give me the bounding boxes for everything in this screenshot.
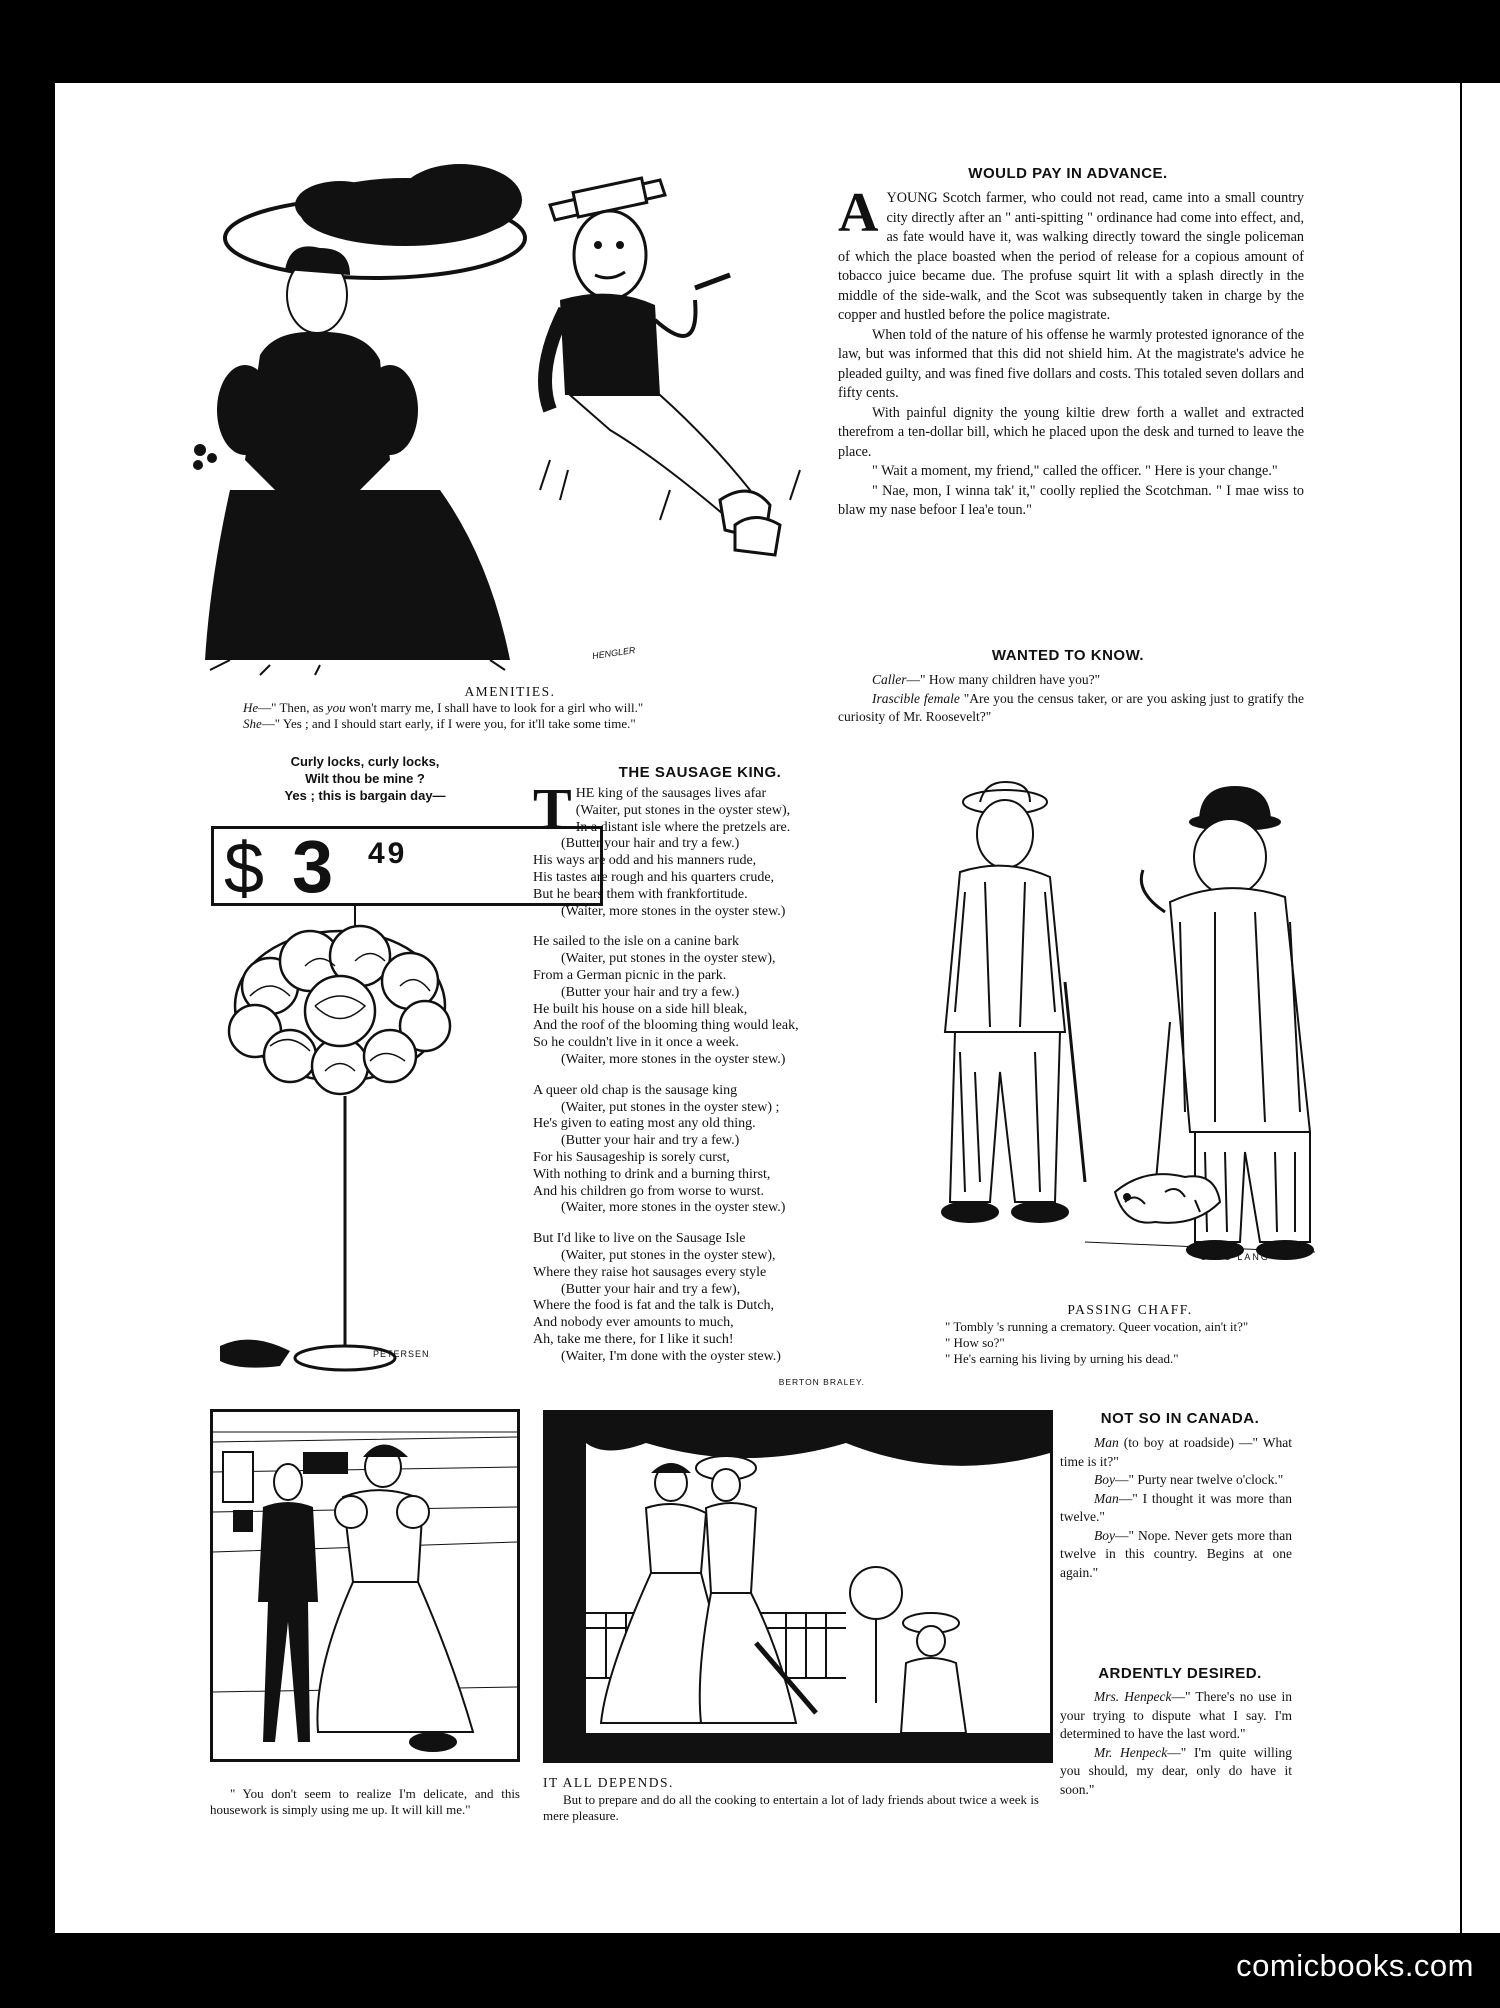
passing-line-1: " Tombly 's running a crematory. Queer vocation, ain't it?" bbox=[945, 1319, 1249, 1334]
canada-l4-text: —" Nope. Never gets more than twelve in this country. Begins at one again." bbox=[1060, 1527, 1292, 1580]
poem-line: (Waiter, put stones in the oyster stew), bbox=[575, 802, 791, 818]
canada-line-3 bbox=[1060, 1490, 1292, 1527]
poem-line: (Butter your hair and try a few.) bbox=[561, 984, 740, 1000]
site-watermark: comicbooks.com bbox=[1236, 1948, 1474, 1983]
wig-artist-signature: PETERSEN bbox=[373, 1349, 430, 1359]
wanted-female-text: "Are you the census taker, or are you asking just to gratify the curiosity of Mr. Roosevelt?" bbox=[838, 690, 1304, 724]
curly-locks-verse bbox=[240, 753, 490, 804]
price-dollar-sign: $ bbox=[224, 829, 265, 909]
poem-line: (Waiter, I'm done with the oyster stew.) bbox=[561, 1348, 781, 1364]
canada-line-1 bbox=[1060, 1434, 1292, 1471]
speaker-man: Man bbox=[1094, 1435, 1119, 1450]
poem-line: And nobody ever amounts to much, bbox=[533, 1315, 734, 1331]
ardently-line-2 bbox=[1060, 1744, 1292, 1800]
speaker-mr-henpeck: Mr. Henpeck bbox=[1094, 1744, 1168, 1760]
sausage-dropcap: T bbox=[533, 776, 572, 841]
poem-line: (Butter your hair and try a few.) bbox=[561, 1133, 740, 1149]
wig-on-stand-illustration bbox=[210, 906, 470, 1388]
ardently-headline: ARDENTLY DESIRED. bbox=[1098, 1665, 1262, 1682]
amenities-caption bbox=[243, 700, 803, 732]
amenities-he-text-b: won't marry me, I shall have to look for a girl who will." bbox=[345, 700, 644, 715]
would-pay-headline: WOULD PAY IN ADVANCE. bbox=[968, 165, 1168, 182]
adjacent-page-edge bbox=[1462, 83, 1500, 1933]
ardently-article bbox=[1060, 1688, 1292, 1799]
poem-line: A queer old chap is the sausage king bbox=[533, 1082, 738, 1098]
poem-line: With nothing to drink and a burning thirst, bbox=[533, 1166, 771, 1182]
poem-line: From a German picnic in the park. bbox=[533, 967, 727, 983]
poem-line: (Butter your hair and try a few), bbox=[561, 1281, 741, 1297]
sausage-king-poem bbox=[533, 776, 913, 1366]
curly-line-3: Yes ; this is bargain day— bbox=[284, 788, 446, 803]
poem-line: Ah, take me there, for I like it such! bbox=[533, 1331, 734, 1347]
speaker-she: She bbox=[243, 716, 262, 731]
poem-stanza-3 bbox=[533, 1083, 913, 1217]
canada-article bbox=[1060, 1434, 1292, 1582]
wanted-article bbox=[838, 671, 1304, 727]
amenities-he-text-a: —" Then, as bbox=[258, 700, 327, 715]
would-pay-paragraph-4: " Wait a moment, my friend," called the officer. " Here is your change." bbox=[872, 463, 1278, 479]
poem-line: He built his house on a side hill bleak, bbox=[533, 1001, 748, 1017]
poem-line: His tastes are rough and his quarters crude, bbox=[533, 869, 775, 885]
would-pay-paragraph-5: " Nae, mon, I winna tak' it," coolly replied the Scotchman. " I mae wiss to blaw my nase befoor I lea'e toun." bbox=[838, 482, 1304, 518]
poem-stanza-4 bbox=[533, 1231, 913, 1365]
wanted-line-1 bbox=[838, 671, 1304, 690]
poem-line: Where they raise hot sausages every style bbox=[533, 1264, 767, 1280]
poem-line: In a distant isle where the pretzels are. bbox=[575, 819, 791, 835]
amenities-illustration bbox=[190, 160, 830, 680]
passing-chaff-illustration bbox=[915, 772, 1395, 1272]
poem-line: (Waiter, more stones in the oyster stew.) bbox=[561, 903, 786, 919]
wanted-caller-text: —" How many children have you?" bbox=[906, 672, 1101, 687]
poem-line: And his children go from worse to wurst. bbox=[533, 1183, 764, 1199]
passing-chaff-title: PASSING CHAFF. bbox=[1067, 1302, 1193, 1317]
depends-caption-right: But to prepare and do all the cooking to entertain a lot of lady friends about twice a week is mere pleasure. bbox=[543, 1792, 1039, 1823]
poem-line: He sailed to the isle on a canine bark bbox=[533, 934, 740, 950]
poem-line: But I'd like to live on the Sausage Isle bbox=[533, 1231, 746, 1247]
speaker-caller: Caller bbox=[872, 672, 907, 687]
amenities-line-he bbox=[243, 700, 803, 716]
ardently-line-1 bbox=[1060, 1688, 1292, 1744]
would-pay-paragraph-1 bbox=[838, 182, 1304, 326]
poem-line: But he bears them with frankfortitude. bbox=[533, 886, 748, 902]
amenities-he-emphasis: you bbox=[326, 700, 346, 715]
curly-line-1: Curly locks, curly locks, bbox=[290, 754, 440, 769]
canada-line-4 bbox=[1060, 1527, 1292, 1583]
poem-line: Where the food is fat and the talk is Dutch, bbox=[533, 1298, 775, 1314]
ardently-l1-text: —" There's no use in your trying to dispute what I say. I'm determined to have the last word." bbox=[1060, 1689, 1292, 1741]
amenities-title: AMENITIES. bbox=[464, 684, 556, 699]
poem-line: (Waiter, put stones in the oyster stew) ; bbox=[561, 1099, 780, 1115]
amenities-she-text: —" Yes ; and I should start early, if I were you, for it'll take some time." bbox=[261, 716, 636, 731]
canada-headline: NOT SO IN CANADA. bbox=[1100, 1410, 1260, 1427]
poem-stanza-1 bbox=[533, 776, 913, 920]
would-pay-dropcap: A bbox=[838, 182, 879, 244]
price-cents: 49 bbox=[368, 837, 408, 870]
it-all-depends-panel-right bbox=[543, 1410, 1053, 1763]
passing-line-3: " He's earning his living by urning his dead." bbox=[945, 1351, 1179, 1366]
poem-line: HE king of the sausages lives afar bbox=[575, 786, 767, 801]
sausage-king-headline: THE SAUSAGE KING. bbox=[618, 764, 782, 781]
speaker-he: He bbox=[243, 700, 259, 715]
canada-l1-text: (to boy at roadside) —" What time is it?" bbox=[1060, 1435, 1292, 1469]
would-pay-p1-text: YOUNG Scotch farmer, who could not read, came into a small country city directly after an " anti-spitting " ordinance had come into effect, and, as fate would have it, was walking directly toward the single policeman of which the place boasted when the period of release for a copious amount of tobacco juice became due. The profuse squirt lit with a splash directly in the middle of the side-walk, and the Scot was subsequently taken in charge by the copper and hustled before the police magistrate. bbox=[838, 190, 1304, 323]
passing-chaff-caption bbox=[925, 1319, 1285, 1367]
passing-chaff-artist-signature: OTTO LANG bbox=[1200, 1252, 1270, 1262]
poem-line: He's given to eating most any old thing. bbox=[533, 1116, 756, 1132]
would-pay-paragraph-3: With painful dignity the young kiltie drew forth a wallet and extracted therefrom a ten-dollar bill, which he placed upon the desk and turned to leave the place. bbox=[838, 404, 1304, 460]
poem-line: (Waiter, put stones in the oyster stew), bbox=[561, 951, 776, 967]
canada-l3-text: —" I thought it was more than twelve." bbox=[1060, 1490, 1292, 1524]
wanted-line-2 bbox=[838, 690, 1304, 727]
ardently-l2-text: —" I'm quite willing you should, my dear, only do have it soon." bbox=[1060, 1744, 1292, 1797]
speaker-boy: Boy bbox=[1094, 1472, 1115, 1487]
poem-line: (Waiter, put stones in the oyster stew), bbox=[561, 1247, 776, 1263]
poem-line: (Butter your hair and try a few.) bbox=[561, 836, 740, 852]
speaker-irascible-female: Irascible female bbox=[872, 690, 960, 706]
passing-line-2: " How so?" bbox=[945, 1335, 1005, 1350]
would-pay-article bbox=[838, 182, 1304, 521]
poem-line: His ways are odd and his manners rude, bbox=[533, 853, 757, 869]
poem-author: BERTON BRALEY. bbox=[778, 1377, 865, 1387]
speaker-mrs-henpeck: Mrs. Henpeck bbox=[1094, 1689, 1172, 1704]
would-pay-paragraph-2: When told of the nature of his offense he warmly protested ignorance of the law, but was informed that this did not shield him. At the magistrate's advice he pleaded guilty, and was fined five dollars and costs. This totaled seven dollars and fifty cents. bbox=[838, 326, 1304, 401]
curly-line-2: Wilt thou be mine ? bbox=[305, 771, 425, 786]
wanted-headline: WANTED TO KNOW. bbox=[991, 647, 1145, 664]
speaker-man: Man bbox=[1094, 1490, 1119, 1506]
price-dollars: 3 bbox=[292, 825, 334, 908]
speaker-boy: Boy bbox=[1094, 1527, 1115, 1543]
canada-line-2 bbox=[1060, 1471, 1292, 1490]
amenities-artist-signature: HENGLER bbox=[591, 645, 636, 661]
depends-caption-left: " You don't seem to realize I'm delicate, and this housework is simply using me up. It will kill me." bbox=[210, 1786, 520, 1817]
amenities-line-she bbox=[243, 716, 803, 732]
it-all-depends-panel-left bbox=[210, 1409, 520, 1762]
poem-line: And the roof of the blooming thing would leak, bbox=[533, 1018, 799, 1034]
depends-title: IT ALL DEPENDS. bbox=[543, 1775, 674, 1790]
canada-l2-text: —" Purty near twelve o'clock." bbox=[1115, 1472, 1284, 1487]
poem-line: For his Sausageship is sorely curst, bbox=[533, 1149, 730, 1165]
poem-line: (Waiter, more stones in the oyster stew.) bbox=[561, 1051, 786, 1067]
poem-line: (Waiter, more stones in the oyster stew.) bbox=[561, 1200, 786, 1216]
poem-stanza-2 bbox=[533, 934, 913, 1068]
poem-line: So he couldn't live in it once a week. bbox=[533, 1035, 739, 1051]
